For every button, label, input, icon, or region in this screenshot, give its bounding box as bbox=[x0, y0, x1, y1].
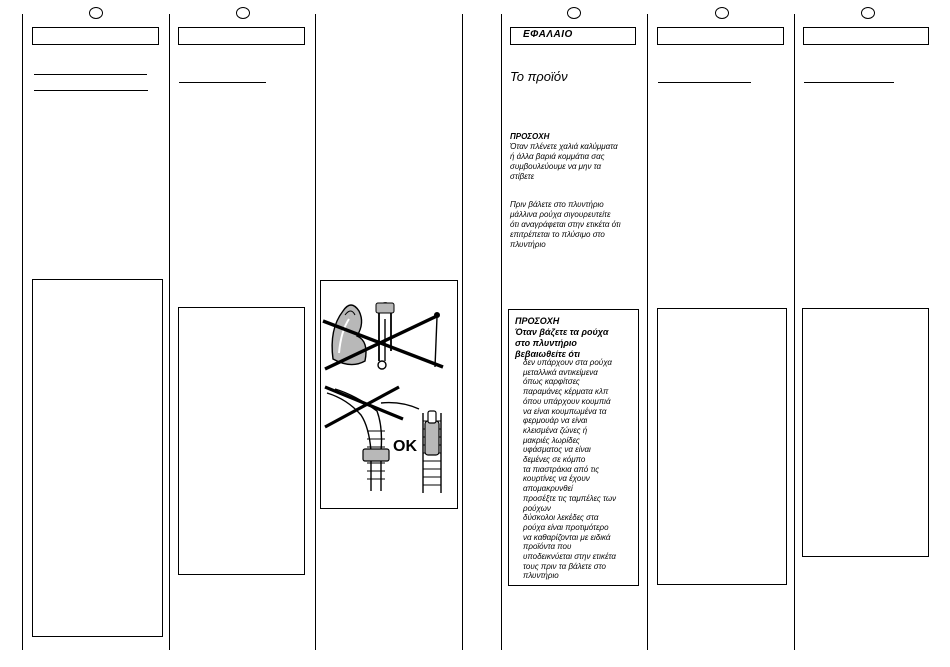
list-item: πλυντήριο bbox=[523, 571, 559, 581]
ok-label: OK bbox=[393, 438, 417, 455]
warning-line: Όταν πλένετε χαλιά καλύμματα bbox=[510, 142, 618, 151]
title-underline bbox=[34, 90, 148, 91]
wool-note-line: πλυντήριο bbox=[510, 240, 546, 249]
warning-heading: ΠΡΟΣΟΧΗ bbox=[510, 132, 550, 141]
list-item: δεμένες σε κόμπο bbox=[523, 455, 586, 465]
notice-subheading bbox=[515, 327, 635, 360]
wool-note-line: Πριν βάλετε στο πλυντήριο bbox=[510, 200, 604, 209]
list-item: να είναι κουμπωμένα τα bbox=[523, 406, 607, 416]
warning-line: ή άλλα βαριά κομμάτια σας bbox=[510, 152, 605, 161]
list-item: τους πριν τα βάλετε στο bbox=[523, 561, 606, 571]
notice-box-placeholder bbox=[802, 308, 929, 557]
list-item: δύσκολοι λεκέδες στα bbox=[523, 513, 599, 523]
notice-heading: ΠΡΟΣΟΧΗ bbox=[515, 316, 560, 326]
title-underline bbox=[804, 82, 894, 83]
column-divider bbox=[501, 14, 502, 650]
title-underline bbox=[179, 82, 266, 83]
section-header-box bbox=[803, 27, 929, 45]
list-item: όπου υπάρχουν κουμπιά bbox=[523, 396, 611, 406]
section-header-box bbox=[657, 27, 784, 45]
notice-box-placeholder bbox=[178, 307, 305, 575]
notice-subheading-line: βεβαιωθείτε ότι bbox=[515, 349, 581, 359]
list-item: όπως καρφίτσες bbox=[523, 377, 580, 387]
column-divider bbox=[647, 14, 648, 650]
heavy-items-warning bbox=[510, 132, 640, 182]
language-circle-icon bbox=[567, 7, 581, 19]
list-item: μακριές λωρίδες bbox=[523, 435, 580, 445]
language-circle-icon bbox=[715, 7, 729, 19]
warning-line: στίβετε bbox=[510, 172, 535, 181]
column-divider bbox=[169, 14, 170, 650]
list-item: δεν υπάρχουν στα ρούχα bbox=[523, 358, 612, 367]
notice-box-placeholder bbox=[657, 308, 787, 585]
list-item: προϊόντα που bbox=[523, 542, 572, 552]
notice-box-placeholder bbox=[32, 279, 163, 637]
list-item: προσέξτε τις ταμπέλες των bbox=[523, 493, 617, 503]
section-header-box bbox=[510, 27, 636, 45]
list-item: κουρτίνες να έχουν bbox=[523, 474, 590, 484]
column-divider bbox=[22, 14, 23, 650]
notice-list bbox=[523, 358, 637, 581]
pin-icon bbox=[434, 312, 440, 367]
zipper-closed-icon bbox=[423, 411, 441, 493]
section-header-box bbox=[32, 27, 159, 45]
section-header-box bbox=[178, 27, 305, 45]
language-circle-icon bbox=[236, 7, 250, 19]
column-divider bbox=[462, 14, 463, 650]
wool-note-line: ότι αναγράφεται στην ετικέτα ότι bbox=[510, 220, 621, 229]
list-item: υφάσματος να είναι bbox=[523, 445, 591, 455]
list-item: μεταλλικά αντικείμενα bbox=[523, 367, 598, 377]
laundry-notice-box bbox=[508, 309, 639, 586]
section-title: ΕΦΑΛΑΙΟ bbox=[523, 29, 573, 40]
list-item: ρούχα είναι προτιμότερο bbox=[523, 522, 609, 532]
language-circle-icon bbox=[861, 7, 875, 19]
list-item: να καθαρίζονται με ειδικά bbox=[523, 532, 611, 542]
title-underline bbox=[658, 82, 751, 83]
list-item: απομακρυνθεί bbox=[523, 484, 573, 494]
list-item: τα πιαστράκια από τις bbox=[523, 464, 600, 474]
notice-subheading-line: στο πλυντήριο bbox=[515, 338, 577, 348]
wool-note-line: επιτρέπεται το πλύσιμο στο bbox=[510, 230, 605, 239]
wool-note bbox=[510, 200, 640, 250]
product-title: Το προϊόν bbox=[510, 69, 568, 84]
column-divider bbox=[794, 14, 795, 650]
notice-subheading-line: Όταν βάζετε τα ρούχα bbox=[515, 327, 609, 337]
list-item: υποδεικνύεται στην ετικέτα bbox=[523, 552, 616, 562]
warning-line: συμβουλεύουμε να μην τα bbox=[510, 162, 602, 171]
list-item: ρούχων bbox=[523, 503, 551, 513]
wool-note-line: μάλλινα ρούχα σιγουρευτείτε bbox=[510, 210, 611, 219]
laundry-illustration bbox=[320, 280, 458, 509]
language-circle-icon bbox=[89, 7, 103, 19]
column-divider bbox=[315, 14, 316, 650]
title-underline bbox=[34, 74, 147, 75]
list-item: παραμάνες κέρματα κλπ bbox=[523, 387, 609, 397]
list-item: φερμουάρ να είναι bbox=[523, 416, 588, 426]
list-item: κλεισμένα ζώνες ή bbox=[523, 425, 588, 435]
illustration-svg bbox=[321, 281, 457, 508]
